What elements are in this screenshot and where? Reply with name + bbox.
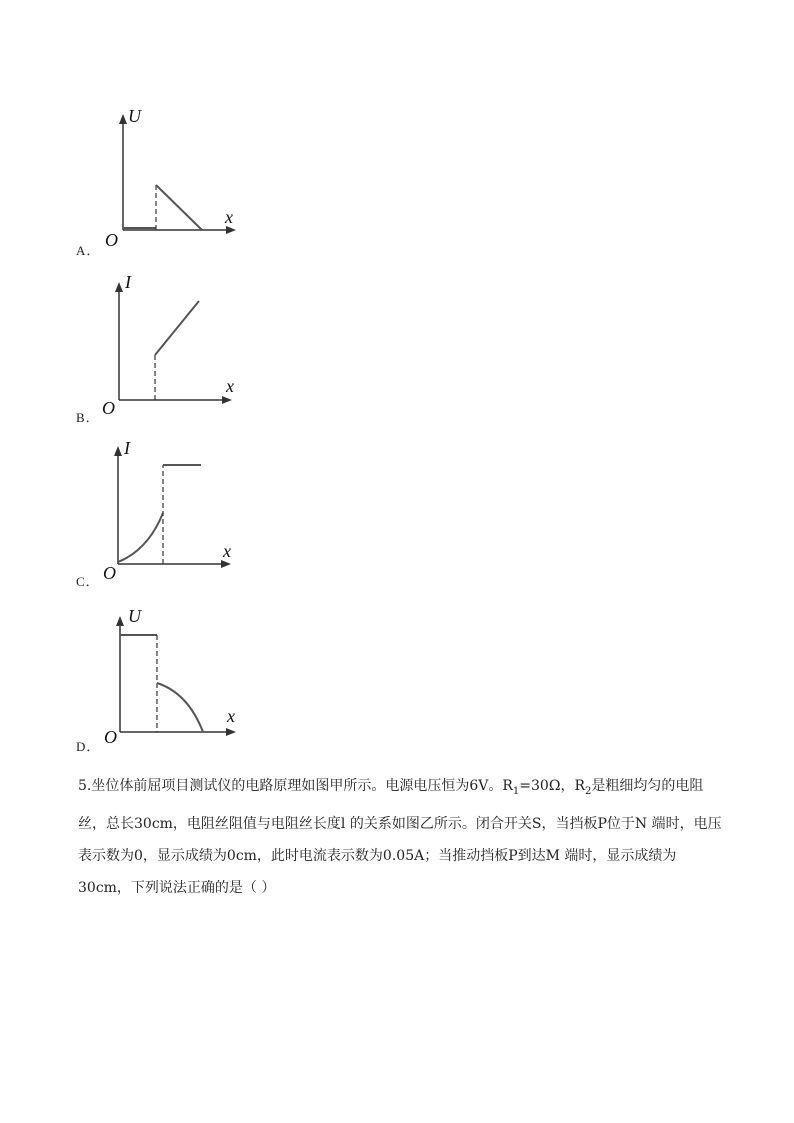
option-a-letter: A．: [76, 243, 101, 258]
origin-label: O: [103, 563, 116, 583]
option-c-letter: C．: [76, 574, 100, 589]
y-axis-arrow: [114, 446, 122, 456]
y-axis-arrow: [116, 616, 124, 626]
option-d-graph: [0, 600, 300, 760]
y-axis-label: I: [125, 272, 131, 292]
option-b-graph: [0, 268, 300, 428]
question-text-part2: =30Ω，R: [519, 778, 585, 794]
y-axis-arrow: [119, 114, 127, 124]
curve-ascending-segment: [155, 301, 199, 355]
origin-label: O: [102, 398, 115, 418]
option-b-letter: B．: [76, 410, 100, 425]
x-axis-label: x: [227, 706, 235, 726]
option-c: [0, 434, 300, 594]
origin-label: O: [105, 230, 118, 250]
option-c-graph: [0, 434, 300, 594]
x-axis-label: x: [223, 541, 231, 561]
curve-falling-arc: [157, 683, 203, 732]
r2-subscript: 2: [585, 785, 592, 797]
question-text-part3: 是粗细均匀的电阻丝，总长30cm，电阻丝阻值与电阻丝长度l 的关系如图乙所示。闭合开关S，当挡板P位于N 端时，电压表示数为0，显示成绩为0cm，此时电流表示数为0.05A；当推动挡板P到达M 端时，显示成绩为30cm，下列说法正确的是（ ）: [78, 778, 722, 896]
option-a-graph: [0, 100, 300, 260]
y-axis-label: U: [128, 106, 141, 126]
x-axis-arrow: [226, 226, 236, 234]
option-b: [0, 268, 300, 428]
x-axis-arrow: [221, 560, 231, 568]
question-5-text: [78, 770, 728, 904]
r1-subscript: 1: [512, 785, 520, 797]
x-axis-label: x: [226, 376, 234, 396]
curve-rising-arc: [118, 513, 163, 562]
x-axis-arrow: [222, 396, 232, 404]
x-axis-label: x: [225, 207, 233, 227]
y-axis-arrow: [115, 282, 123, 292]
y-axis-label: I: [124, 438, 130, 458]
question-text-part1: 5.坐位体前屈项目测试仪的电路原理如图甲所示。电源电压恒为6V。R: [78, 778, 513, 794]
origin-label: O: [104, 727, 117, 747]
y-axis-label: U: [128, 606, 141, 626]
option-d: [0, 600, 300, 760]
option-d-letter: D．: [76, 739, 101, 754]
x-axis-arrow: [226, 728, 236, 736]
curve-descending-segment: [156, 185, 202, 230]
option-a: [0, 100, 300, 260]
